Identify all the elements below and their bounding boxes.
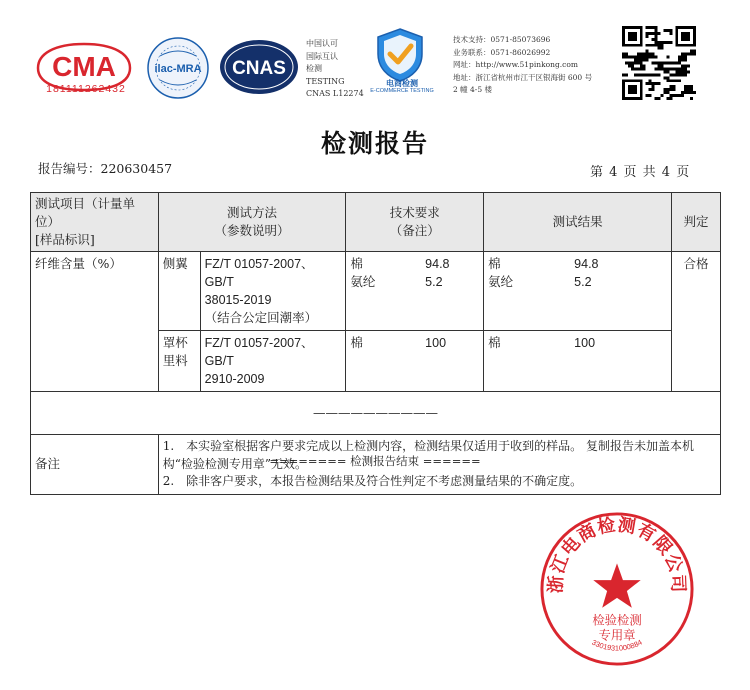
cnas-text-line: 检测 xyxy=(306,64,322,73)
cnas-text-line: 中国认可 xyxy=(306,39,338,48)
remarks-label: 备注 xyxy=(31,435,159,495)
report-title: 检测报告 xyxy=(320,129,429,158)
seal-line2: 专用章 xyxy=(598,628,636,643)
address-line: 2 幢 4-5 楼 xyxy=(453,85,493,94)
blank-row xyxy=(31,392,721,435)
header-row xyxy=(31,193,721,252)
part-name: 侧翼 xyxy=(158,252,200,331)
tech-support: 技术支持：0571-85073696 xyxy=(453,35,551,44)
header-method xyxy=(158,193,346,252)
result-entry: 棉 94.8 xyxy=(488,256,599,271)
result-entry: 氨纶 5.2 xyxy=(488,274,592,289)
item-name: 纤维含量（%） xyxy=(31,252,159,392)
header-item-label: 测试项目（计量单位） xyxy=(35,196,136,229)
ilac-mra-logo xyxy=(146,36,210,100)
table-row xyxy=(31,252,721,331)
requirement-entry: 棉 100 xyxy=(350,335,447,350)
shield-check-icon xyxy=(372,26,428,84)
cnas-text-line: CNAS L12274 xyxy=(306,89,364,98)
requirement-entry: 棉 94.8 xyxy=(350,256,450,271)
ec-subtitle: E-COMMERCE TESTING xyxy=(370,88,434,94)
requirement-cell xyxy=(346,252,484,331)
method-line: FZ/T 01057-2007、GB/T xyxy=(204,336,314,368)
business-contact: 业务联系：0571-86026992 xyxy=(453,47,551,57)
header-item xyxy=(31,193,159,252)
result-entry: 棉 100 xyxy=(488,335,596,350)
qr-code-icon xyxy=(622,26,696,100)
ec-title: 电商检测 xyxy=(386,79,418,88)
cma-number: 181111262432 xyxy=(46,83,126,95)
seal-number: 3301931000884 xyxy=(590,637,644,653)
part-name: 罩杯 里料 xyxy=(158,331,200,392)
remark-item: 2. 除非客户要求，本报告检测结果及符合性判定不考虑测量结果的不确定度。 xyxy=(162,474,583,488)
header-req-label: 技术要求 xyxy=(389,205,440,220)
header-item-sub: [样品标识] xyxy=(35,232,95,247)
method-cell xyxy=(200,331,346,392)
result-cell xyxy=(484,252,672,331)
cnas-label: CNAS xyxy=(232,58,286,79)
header-result: 测试结果 xyxy=(484,193,672,252)
official-seal xyxy=(538,510,696,668)
results-table xyxy=(30,192,721,495)
seal-line1: 检验检测 xyxy=(592,613,642,628)
verdict-cell: 合格 xyxy=(672,252,721,392)
address-line: 地址：浙江省杭州市江干区银海街 600 号 xyxy=(453,72,593,82)
seal-org-name: 浙江电商检测有限公司 xyxy=(545,514,689,594)
remark-item: 1. 本实验室根据客户要求完成以上检测内容，检测结果仅适用于收到的样品。 复制报告未加盖本机构“检验检测专用章”无效。 xyxy=(162,439,695,471)
star-icon xyxy=(593,563,640,607)
page-indicator: 第 4 页 共 4 页 xyxy=(590,165,690,180)
method-note: （结合公定回潮率） xyxy=(204,310,318,325)
method-line: 2910-2009 xyxy=(204,372,265,386)
contact-info xyxy=(453,34,623,97)
result-cell xyxy=(484,331,672,392)
report-end: ======== 检测报告结束 ====== xyxy=(269,454,481,468)
method-line: 38015-2019 xyxy=(204,293,272,307)
website-link[interactable]: 网址：http://www.51pinkong.com xyxy=(453,60,578,69)
cnas-text-line: TESTING xyxy=(306,76,345,86)
cnas-text-line: 国际互认 xyxy=(306,51,338,61)
blank-line: —————————— xyxy=(31,392,721,435)
requirement-entry: 氨纶 5.2 xyxy=(350,274,443,289)
header-method-sub: （参数说明） xyxy=(214,223,290,238)
svg-text:CMA: CMA xyxy=(52,51,116,82)
header-verdict: 判定 xyxy=(672,193,721,252)
header-method-label: 测试方法 xyxy=(227,205,278,220)
method-cell xyxy=(200,252,346,331)
header-req-sub: （备注） xyxy=(389,223,440,238)
ilac-label: ilac-MRA xyxy=(154,63,202,75)
method-line: FZ/T 01057-2007、GB/T xyxy=(204,257,314,289)
requirement-cell xyxy=(346,331,484,392)
report-number: 报告编号：220630457 xyxy=(38,161,173,176)
cnas-logo xyxy=(218,38,300,96)
header-requirement xyxy=(346,193,484,252)
